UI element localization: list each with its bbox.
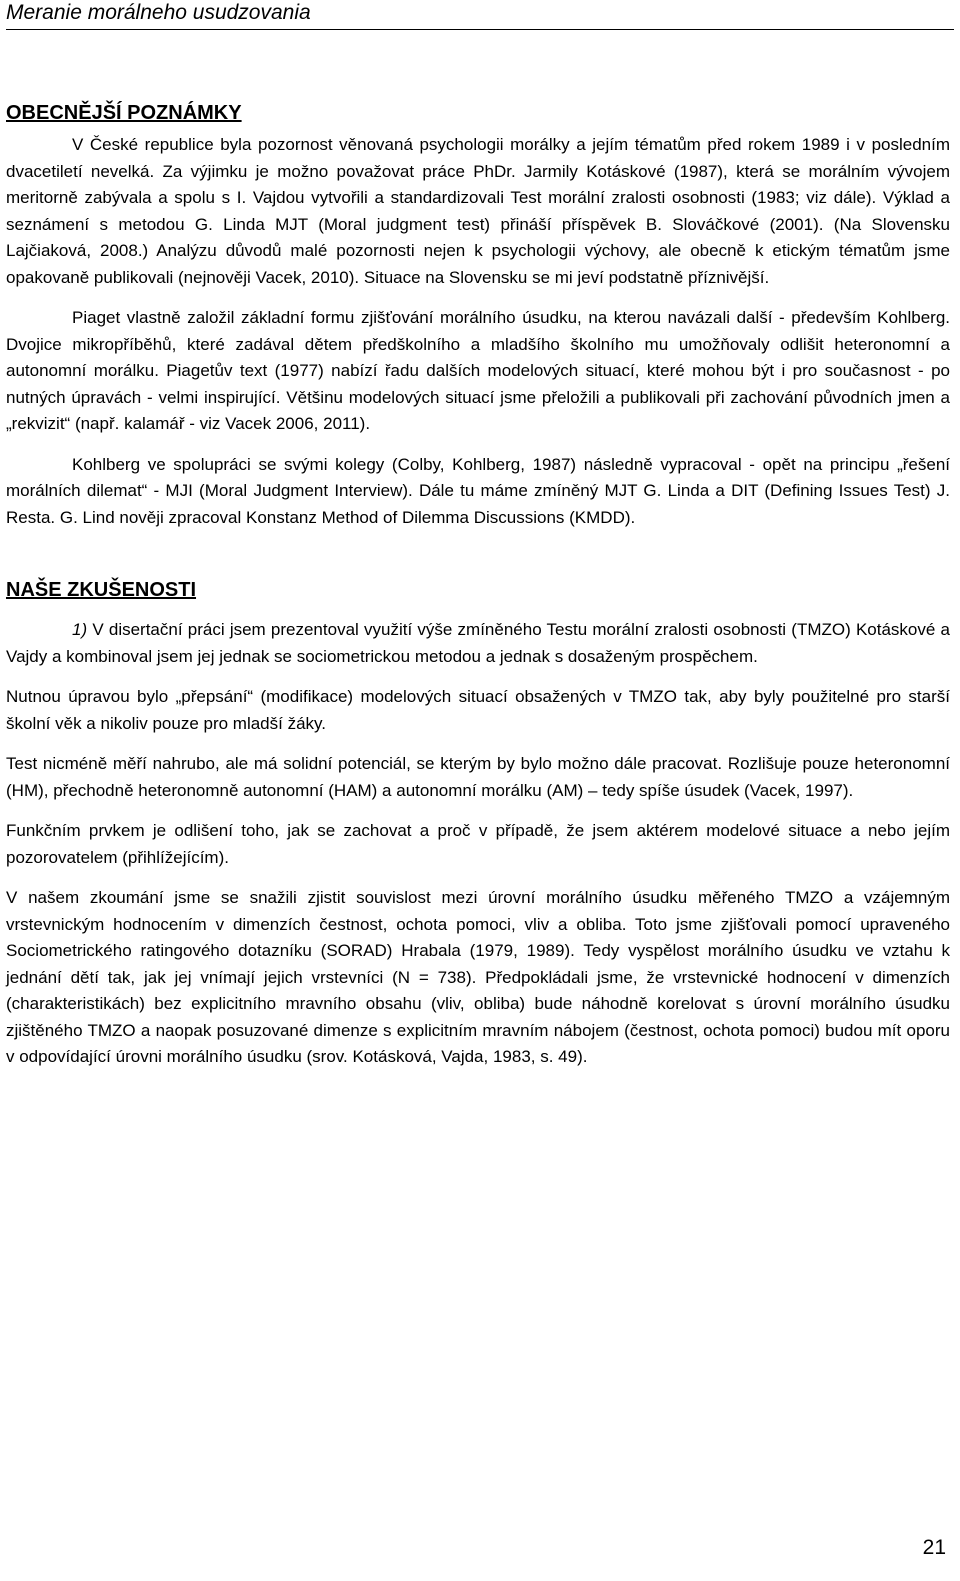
paragraph: Piaget vlastně založil základní formu zjišťování morálního úsudku, na kterou navázali další - především Kohlberg. Dvojice mikropříběhů, které zadával dětem předškolního a mladšího školního mu umožňovaly odlišit heteronomní a autonomní morálku. Piagetův text (1977) nabízí řadu dalších modelových situací, které mohou být i pro současnost - po nutných úpravách - velmi inspirující. Většinu modelových situací jsme přeložili a publikovali při zachování původních jmen a „rekvizit“ (např. kalamář - viz Vacek 2006, 2011). — [6, 308, 950, 433]
running-header: Meranie morálneho usudzovania — [6, 1, 311, 24]
paragraph: Nutnou úpravou bylo „přepsání“ (modifikace) modelových situací obsažených v TMZO tak, aby byly použitelné pro starší školní věk a nikoliv pouze pro mladší žáky. — [6, 687, 950, 733]
page-number: 21 — [922, 1536, 946, 1559]
page-content — [6, 96, 950, 1071]
paragraph: Test nicméně měří nahrubo, ale má solidní potenciál, se kterým by bylo možno dále pracovat. Rozlišuje pouze heteronomní (HM), přechodně heteronomně autonomní (HAM) a autonomní morálku (AM) – tedy spíše úsudek (Vacek, 1997). — [6, 754, 950, 800]
header-divider — [6, 29, 954, 30]
paragraph — [6, 617, 950, 670]
paragraph-text: V disertační práci jsem prezentoval využití výše zmíněného Testu morální zralosti osobnosti (TMZO) Kotáskové a Vajdy a kombinoval jsem jej jednak se sociometrickou metodou a jednak s dosaženým prospěchem. — [6, 620, 950, 666]
section-heading-general: OBECNĚJŠÍ POZNÁMKY — [6, 102, 242, 124]
paragraph: Funkčním prvkem je odlišení toho, jak se zachovat a proč v případě, že jsem aktérem modelové situace a nebo jejím pozorovatelem (přihlížejícím). — [6, 821, 950, 867]
paragraph: V České republice byla pozornost věnovaná psychologii morálky a jejím tématům před rokem 1989 i v posledním dvacetiletí nevelká. Za výjimku je možno považovat práce PhDr. Jarmily Kotáskové (1987), která se morálním vývojem meritorně zabývala a spolu s I. Vajdou vytvořili a standardizovali Test morální zralosti osobnosti (1983; viz dále). Výklad a seznámení s metodou G. Linda MJT (Moral judgment test) přináší příspěvek B. Slováčkové (2001). (Na Slovensku Lajčiaková, 2008.) Analýzu důvodů malé pozornosti nejen k psychologii výchovy, ale obecně k etickým tématům jsme opakovaně publikovali (nejnověji Vacek, 2010). Situace na Slovensku se mi jeví podstatně příznivější. — [6, 135, 950, 287]
paragraph: V našem zkoumání jsme se snažili zjistit souvislost mezi úrovní morálního úsudku měřeného TMZO a vzájemným vrstevnickým hodnocením v dimenzích čestnost, ochota pomoci, vliv a obliba. Toto jsme zjišťovali pomocí upraveného Sociometrického ratingového dotazníku (SORAD) Hrabala (1979, 1989). Tedy vyspělost morálního úsudku ve vztahu k jednání dětí tak, jak jej vnímají jejich vrstevníci (N = 738). Předpokládali jsme, že vrstevnické hodnocení v dimenzích (charakteristikách) bez explicitního mravního obsahu (vliv, obliba) bude náhodně korelovat s úrovní morálního úsudku zjištěného TMZO a naopak posuzované dimenze s explicitním mravním nábojem (čestnost, ochota pomoci) budou mít oporu v odpovídající úrovni morálního úsudku (srov. Kotásková, Vajda, 1983, s. 49). — [6, 888, 950, 1066]
paragraph: Kohlberg ve spolupráci se svými kolegy (Colby, Kohlberg, 1987) následně vypracoval - opět na principu „řešení morálních dilemat“ - MJI (Moral Judgment Interview). Dále tu máme zmíněný MJT G. Linda a DIT (Defining Issues Test) J. Resta. G. Lind nověji zpracoval Konstanz Method of Dilemma Discussions (KMDD). — [6, 454, 950, 527]
section-heading-experience: NAŠE ZKUŠENOSTI — [6, 579, 197, 601]
list-marker: 1) — [72, 620, 88, 639]
